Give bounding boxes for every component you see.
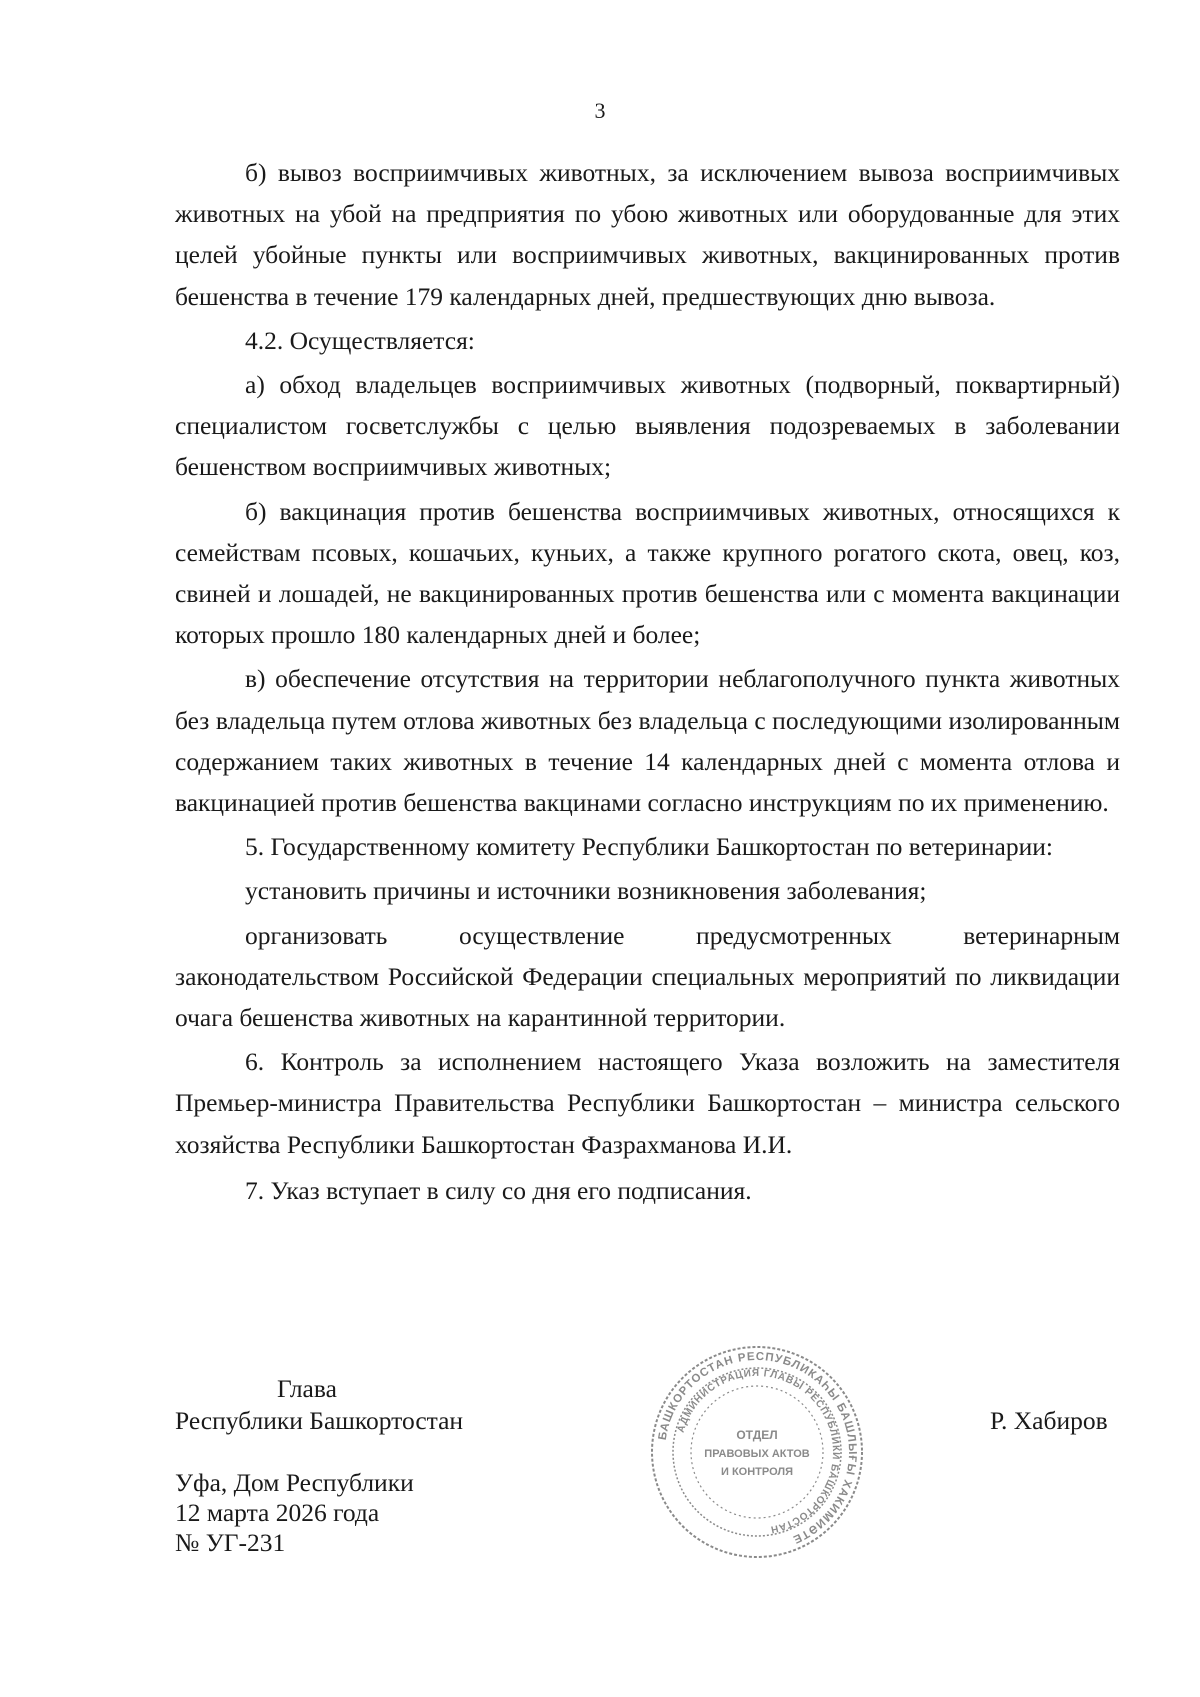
- paragraph-4-2-b: б) вакцинация против бешенства восприимчивых животных, относящихся к семействам псовых, кошачьих, куньих, а также крупного рогатого скота, овец, коз, свиней и лошадей, не вакцинированных против бешенства или с момента вакцинации которых прошло 180 календарных дней и более;: [175, 496, 1120, 650]
- paragraph-5-organize: организовать осуществление предусмотренных ветеринарным законодательством Российской Федерации специальных мероприятий по ликвидации очага бешенства животных на карантинной территории.: [175, 920, 1120, 1033]
- paragraph-6: 6. Контроль за исполнением настоящего Указа возложить на заместителя Премьер-министра Правительства Республики Башкортостан – министра сельского хозяйства Республики Башкортостан Фазрахманова И.И.: [175, 1047, 1120, 1159]
- signatory-title-line2: Республики Башкортостан: [175, 1406, 464, 1435]
- signatory-title-line1: Глава: [277, 1374, 337, 1403]
- paragraph-export-ban: б) вывоз восприимчивых животных, за исключением вывоза восприимчивых животных на убой на предприятия по убою животных или оборудованные для этих целей убойные пункты или восприимчивых животных, вакцинированных против бешенства в течение 179 календарных дней, предшествующих дню вывоза.: [175, 158, 1120, 311]
- paragraph-7: 7. Указ вступает в силу со дня его подписания.: [245, 1175, 752, 1205]
- seal-center-line1: ОТДЕЛ: [736, 1428, 778, 1442]
- seal-center-line2: ПРАВОВЫХ АКТОВ: [704, 1448, 810, 1460]
- paragraph-5-causes: установить причины и источники возникновения заболевания;: [245, 876, 927, 906]
- paragraph-4-2: 4.2. Осуществляется:: [245, 325, 475, 355]
- seal-center-line3: И КОНТРОЛЯ: [721, 1466, 793, 1478]
- issue-place: Уфа, Дом Республики: [175, 1468, 414, 1497]
- signatory-title: [175, 1373, 463, 1437]
- issue-date: 12 марта 2026 года: [175, 1498, 380, 1527]
- seal-outer-text: БАШКОРТОСТАН РЕСПУБЛИКАҺЫ БАШЛЫҒЫ ХАКИМИӘТЕ: [656, 1350, 859, 1546]
- paragraph-5: 5. Государственному комитету Республики Башкортостан по ветеринарии:: [245, 832, 1053, 862]
- issue-number: № УГ-231: [175, 1528, 286, 1557]
- page-number: 3: [594, 98, 606, 123]
- seal-inner-text: АДМИНИСТРАЦИЯ ГЛАВЫ РЕСПУБЛИКИ БАШКОРТОСТАН: [675, 1367, 842, 1535]
- paragraph-4-2-a: а) обход владельцев восприимчивых животных (подворный, поквартирный) специалистом госветслужбы с целью выявления подозреваемых в заболевании бешенством восприимчивых животных;: [175, 370, 1120, 482]
- official-seal-stamp: [648, 1343, 866, 1561]
- decree-body: [175, 152, 1120, 1211]
- signatory-name: Р. Хабиров: [990, 1406, 1108, 1435]
- paragraph-4-2-v: в) обеспечение отсутствия на территории неблагополучного пункта животных без владельца путем отлова животных без владельца с последующими изолированным содержанием таких животных в течение 14 календарных дней с момента отлова и вакцинацией против бешенства вакцинами согласно инструкциям по их применению.: [175, 664, 1120, 818]
- seal-graphic: [648, 1343, 866, 1561]
- issue-details: [175, 1468, 414, 1558]
